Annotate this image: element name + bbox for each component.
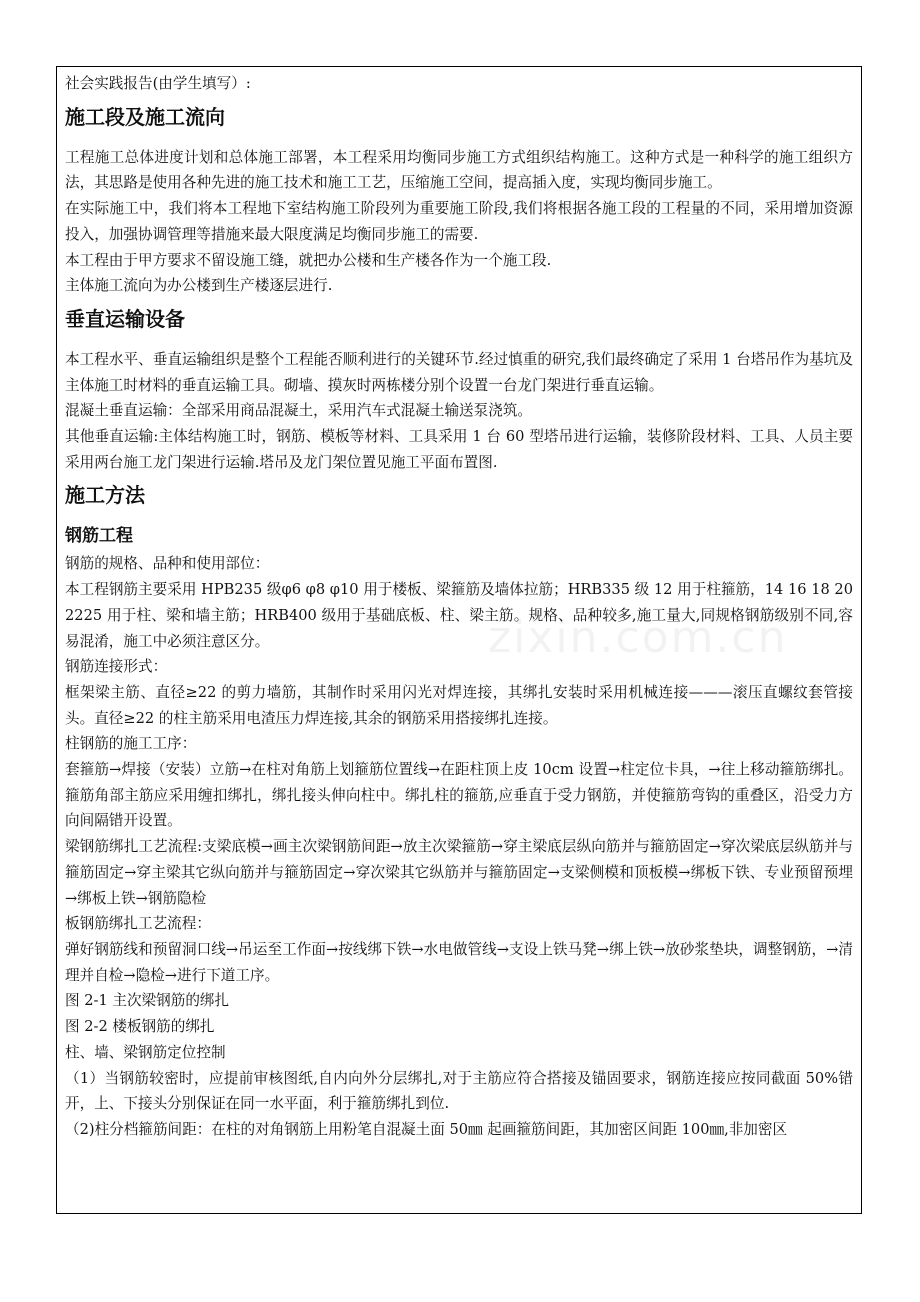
paragraph: 本工程钢筋主要采用 HPB235 级φ6 φ8 φ10 用于楼板、梁箍筋及墙体拉筋；HRB335 级 12 用于柱箍筋，14 16 18 202225 用于柱、梁和墙主筋；HRB400 级用于基础底板、柱、梁主筋。规格、品种较多,施工量大,同规格钢筋级别不同,容易混淆，施工中必须注意区分。 (65, 581, 853, 650)
section-heading-construction-segments: 施工段及施工流向 (65, 104, 225, 129)
paragraph: 钢筋连接形式： (65, 658, 168, 676)
section-heading-construction-methods: 施工方法 (65, 483, 145, 508)
paragraph: 柱、墙、梁钢筋定位控制 (65, 1043, 226, 1061)
subsection-heading-rebar: 钢筋工程 (65, 526, 133, 547)
paragraph: 在实际施工中，我们将本工程地下室结构施工阶段列为重要施工阶段,我们将根据各施工段的工程量的不同，采用增加资源投入，加强协调管理等措施来最大限度满足均衡同步施工的需要. (65, 200, 853, 243)
section-heading-vertical-transport: 垂直运输设备 (65, 306, 185, 331)
paragraph: 主体施工流向为办公楼到生产楼逐层进行. (65, 277, 333, 295)
paragraph: 板钢筋绑扎工艺流程： (65, 915, 211, 933)
figure-caption: 图 2-1 主次梁钢筋的绑扎 (65, 992, 230, 1010)
paragraph: 弹好钢筋线和预留洞口线→吊运至工作面→按线绑下铁→水电做管线→支设上铁马凳→绑上铁→放砂浆垫块，调整钢筋，→清理并自检→隐检→进行下道工序。 (65, 940, 853, 984)
paragraph: 混凝土垂直运输：全部采用商品混凝土，采用汽车式混凝土输送泵浇筑。 (65, 402, 533, 420)
paragraph: 其他垂直运输:主体结构施工时，钢筋、模板等材料、工具采用 1 台 60 型塔吊进行运输，装修阶段材料、工具、人员主要采用两台施工龙门架进行运输.塔吊及龙门架位置见施工平面布置图. (65, 428, 853, 471)
header-label: 社会实践报告(由学生填写）: (65, 75, 251, 92)
paragraph: 框架梁主筋、直径≥22 的剪力墙筋，其制作时采用闪光对焊连接，其绑扎安装时采用机械连接———滚压直螺纹套管接头。直径≥22 的柱主筋采用电渣压力焊连接,其余的钢筋采用搭接绑扎连接。 (65, 683, 853, 727)
paragraph: （2)柱分档箍筋间距：在柱的对角钢筋上用粉笔自混凝土面 50㎜ 起画箍筋间距，其加密区间距 100㎜,非加密区 (65, 1120, 788, 1138)
paragraph: 梁钢筋绑扎工艺流程:支梁底模→画主次梁钢筋间距→放主次梁箍筋→穿主梁底层纵向筋并与箍筋固定→穿次梁底层纵筋并与箍筋固定→穿主梁其它纵向筋并与箍筋固定→穿次梁其它纵筋并与箍筋固定→支梁侧模和顶板模→绑板下铁、专业预留预埋→绑板上铁→钢筋隐检 (65, 838, 853, 907)
watermark: zixin.com.cn (488, 612, 788, 663)
paragraph: 工程施工总体进度计划和总体施工部署，本工程采用均衡同步施工方式组织结构施工。这种方式是一种科学的施工组织方法，其思路是使用各种先进的施工技术和施工工艺，压缩施工空间，提高插入度，实现均衡同步施工。 (65, 148, 853, 192)
paragraph: （1）当钢筋较密时，应提前审核图纸,自内向外分层绑扎,对于主筋应符合搭接及锚固要求，钢筋连接应按同截面 50%错开，上、下接头分别保证在同一水平面，利于箍筋绑扎到位. (65, 1069, 853, 1113)
report-content (57, 67, 861, 1143)
paragraph: 套箍筋→焊接（安装）立筋→在柱对角筋上划箍筋位置线→在距柱顶上皮 10cm 设置→柱定位卡具，→往上移动箍筋绑扎。箍筋角部主筋应采用缠扣绑扎，绑扎接头伸向柱中。绑扎柱的箍筋,应垂直于受力钢筋，并使箍筋弯钩的重叠区，沿受力方向间隔错开设置。 (65, 761, 853, 830)
report-frame (56, 66, 862, 1214)
figure-caption: 图 2-2 楼板钢筋的绑扎 (65, 1018, 215, 1036)
paragraph: 钢筋的规格、品种和使用部位： (65, 555, 270, 573)
paragraph: 柱钢筋的施工工序： (65, 735, 197, 753)
paragraph: 本工程水平、垂直运输组织是整个工程能否顺利进行的关键环节.经过慎重的研究,我们最终确定了采用 1 台塔吊作为基坑及主体施工时材料的垂直运输工具。砌墙、摸灰时两栋楼分别个设置一台龙门架进行垂直运输。 (65, 350, 853, 394)
paragraph: 本工程由于甲方要求不留设施工缝，就把办公楼和生产楼各作为一个施工段. (65, 251, 552, 269)
